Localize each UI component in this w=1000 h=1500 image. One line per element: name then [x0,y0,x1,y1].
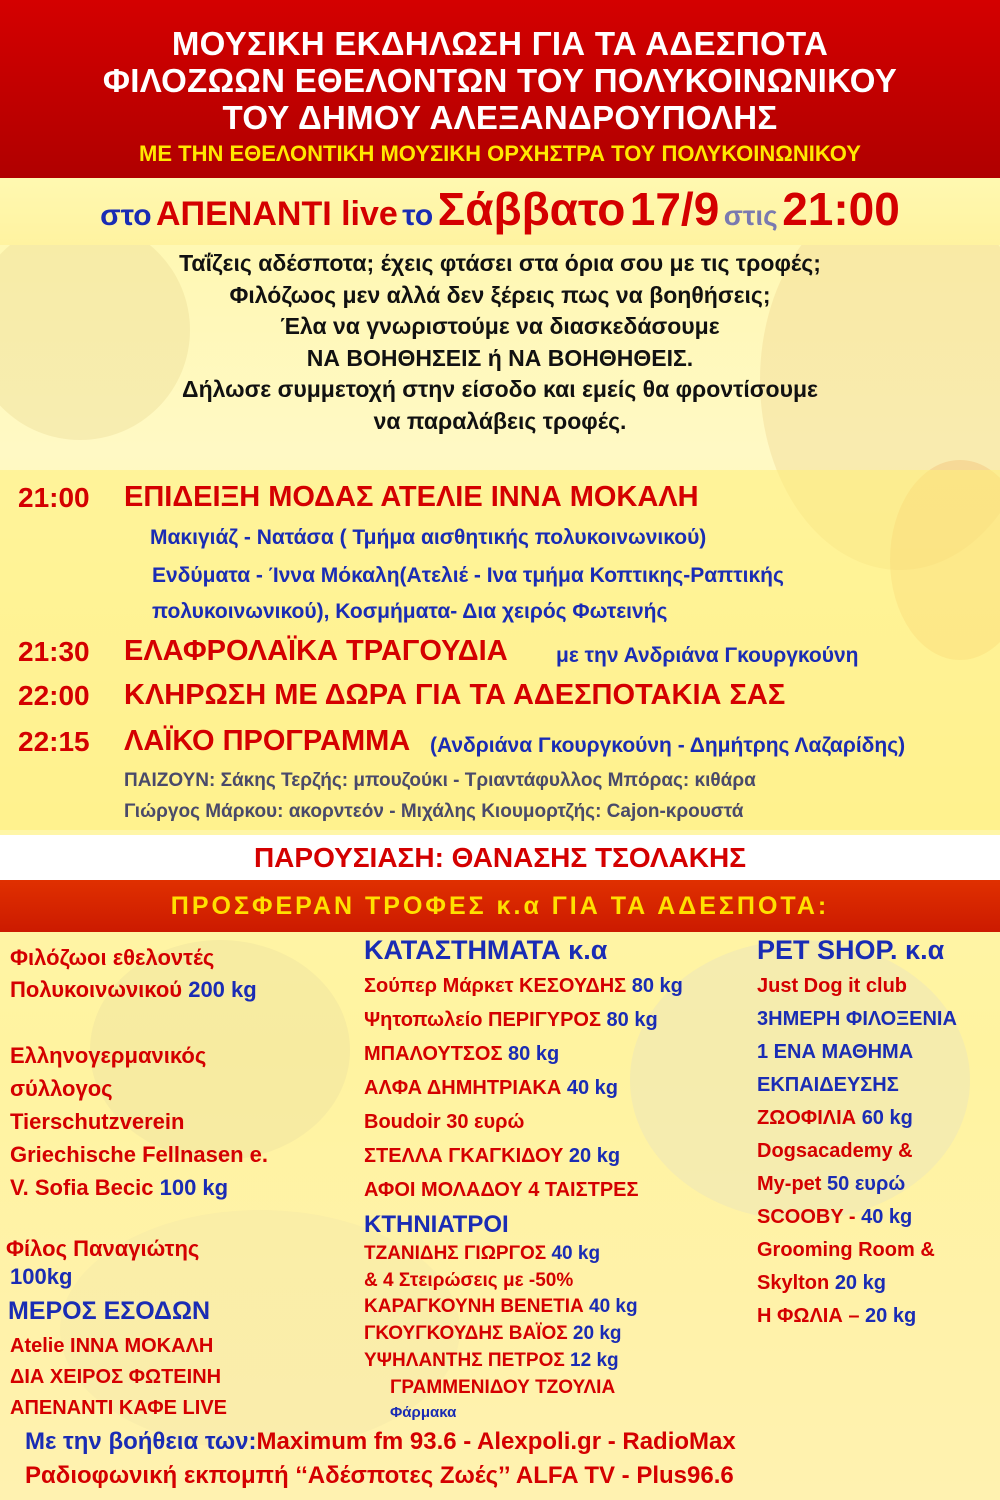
donor-name: Φιλόζωοι εθελοντές [10,945,215,970]
donor-name: Πολυκοινωνικού [10,977,183,1002]
donors-heading-band [0,880,1000,932]
donor-amount: 12 kg [570,1350,619,1371]
donor-line [364,1179,639,1202]
program-time-2: 21:30 [18,636,90,667]
donor-amount: 40 kg [566,1077,619,1099]
donor-line [757,1206,912,1229]
title-banner [0,0,1000,178]
donor-name: Boudoir 30 ευρώ [364,1111,525,1133]
program-detail: πολυκοινωνικού), Κοσμήματα- Δια χειρός Φωτεινής [152,600,668,623]
donor-amount: 200 kg [188,977,257,1002]
donor-name: Tierschutzverein [10,1109,185,1134]
donor-name: ΑΠΕΝΑΝΤΙ ΚΑΦΕ LIVE [10,1397,228,1419]
donor-name: ΣΤΕΛΛΑ ΓΚΑΓΚΙΔΟΥ [364,1145,564,1167]
intro-line: Φιλόζωος μεν αλλά δεν ξέρεις πως να βοηθήσεις; [229,281,771,308]
donor-amount: 20 kg [568,1145,621,1167]
donor-line [364,1323,622,1345]
program-title-1: ΕΠΙΔΕΙΞΗ ΜΟΔΑΣ ΑΤΕΛΙΕ ΙΝΝΑ ΜΟΚΑΛΗ [124,481,699,513]
donor-offer: 1 ΕΝΑ ΜΑΘΗΜΑ [757,1041,914,1063]
donor-name: Atelie ΙΝΝΑ ΜΟΚΑΛΗ [10,1335,214,1357]
donor-name: Just Dog it club [757,975,907,997]
footer-line-1 [25,1428,736,1456]
program-detail: Μακιγιάζ - Νατάσα ( Τμήμα αισθητικής πολυκοινωνικού) [150,526,707,549]
donor-name: Grooming Room & [757,1239,935,1261]
media-sponsors: Maximum fm 93.6 - Alexpoli.gr - RadioMax [256,1428,736,1455]
donor-name: Skylton [757,1272,830,1294]
donor-amount: 20 kg [572,1323,622,1344]
donor-line [364,1077,618,1100]
program-detail: με την Ανδριάνα Γκουργκούνη [556,644,859,667]
donor-amount: 40 kg [551,1243,601,1264]
program-title-3: ΚΛΗΡΩΣΗ ΜΕ ΔΩΡΑ ΓΙΑ ΤΑ ΑΔΕΣΠΟΤΑΚΙΑ ΣΑΣ [124,679,786,711]
event-date: 17/9 [629,183,720,235]
donor-name: ΤΖΑΝΙΔΗΣ ΓΙΩΡΓΟΣ [364,1243,547,1264]
program-time-3: 22:00 [18,680,90,711]
donor-amount: 40 kg [589,1296,638,1317]
donor-offer: Φάρμακα [390,1404,457,1421]
donor-name: ΖΩΟΦΙΛΙΑ [757,1107,857,1129]
event-day: Σάββατο [437,183,626,235]
revenue-share-heading: ΜΕΡΟΣ ΕΣΟΔΩΝ [8,1297,211,1325]
title-line-3: ΤΟΥ ΔΗΜΟΥ ΑΛΕΞΑΝΔΡΟΥΠΟΛΗΣ [222,99,778,136]
footer-line-2: Ραδιοφωνική εκπομπή ‘‘Αδέσποτες Ζωές’’ ALFA TV - Plus96.6 [25,1462,734,1489]
donor-amount: 100kg [10,1264,73,1289]
donor-name: My-pet [757,1173,822,1195]
donor-amount: 20 kg [865,1305,917,1327]
intro-line: ΝΑ ΒΟΗΘΗΣΕΙΣ ή ΝΑ ΒΟΗΘΗΘΕΙΣ. [306,344,694,371]
donor-name: Ψητοπωλείο ΠΕΡΙΓΥΡΟΣ [364,1009,601,1031]
vets-heading: ΚΤΗΝΙΑΤΡΟΙ [364,1211,509,1238]
program-section [0,470,1000,830]
shops-heading: ΚΑΤΑΣΤΗΜΑΤΑ κ.α [364,935,608,965]
donor-name: Dogsacademy & [757,1140,913,1162]
donor-name: Ελληνογερμανικός [10,1043,207,1068]
donor-line [10,1175,228,1201]
program-musicians: Γιώργος Μάρκου: ακορντεόν - Μιχάλης Κιουμορτζής: Cajon-κρουστά [124,801,744,822]
date-word-at: στο [100,199,152,232]
program-time-4: 22:15 [18,726,90,757]
intro-line: Δήλωσε συμμετοχή στην είσοδο και εμείς θα φροντίσουμε [182,376,818,402]
donor-line [364,1296,638,1318]
donors-right-column [755,935,1000,1425]
donors-middle-column [360,935,755,1425]
donor-name: ΥΨΗΛΑΝΤΗΣ ΠΕΤΡΟΣ [364,1350,565,1371]
donor-line [364,975,683,998]
donor-line [364,1145,620,1168]
donor-name: Η ΦΩΛΙΑ – [757,1305,860,1327]
program-title-2: ΕΛΑΦΡΟΛΑΪΚΑ ΤΡΑΓΟΥΔΙΑ [124,635,508,667]
donor-line [10,977,257,1003]
donor-amount: 100 kg [159,1175,229,1200]
donor-amount: 60 kg [861,1107,913,1129]
donor-name: V. Sofia Becic [10,1175,154,1200]
intro-text [0,248,1000,437]
venue-name: ΑΠΕΝΑΝΤΙ live [156,195,398,233]
donor-line [757,1173,905,1196]
donor-amount: 50 ευρώ [827,1173,906,1195]
donor-name: ΜΠΑΛΟΥΤΣΟΣ [364,1043,503,1065]
program-detail: Ενδύματα - Ίννα Μόκαλη(Ατελιέ - Ινα τμήμα Κοπτικης-Ραπτικής [152,564,784,587]
title-line-1: ΜΟΥΣΙΚΗ ΕΚΔΗΛΩΣΗ ΓΙΑ ΤΑ ΑΔΕΣΠΟΤΑ [171,25,829,62]
donor-line [757,1107,913,1130]
title-line-2: ΦΙΛΟΖΩΩΝ ΕΘΕΛΟΝΤΩΝ ΤΟΥ ΠΟΛΥΚΟΙΝΩΝΙΚΟΥ [102,62,898,99]
donors-heading: ΠΡΟΣΦΕΡΑΝ ΤΡΟΦΕΣ κ.α ΓΙΑ ΤΑ ΑΔΕΣΠΟΤΑ: [170,892,830,920]
program-musicians: ΠΑΙΖΟΥΝ: Σάκης Τερζής: μπουζούκι - Τριαντάφυλλος Μπόρας: κιθάρα [124,770,756,791]
program-detail: (Ανδριάνα Γκουργκούνη - Δημήτρης Λαζαρίδης) [430,734,906,757]
donor-amount: 4 ΤΑΙΣΤΡΕΣ [528,1179,639,1201]
donor-name: ΓΚΟΥΓΚΟΥΔΗΣ ΒΑΪΟΣ [364,1323,568,1344]
intro-line: Έλα να γνωριστούμε να διασκεδάσουμε [280,313,720,339]
donor-offer: & 4 Στειρώσεις με -50% [364,1270,574,1291]
donor-name: Griechische Fellnasen e. [10,1142,269,1167]
donor-name: σύλλογος [10,1076,113,1101]
donor-amount: 40 kg [861,1206,913,1228]
donor-offer: 3ΗΜΕΡΗ ΦΙΛΟΞΕΝΙΑ [757,1008,957,1030]
donor-name: ΚΑΡΑΓΚΟΥΝΗ ΒΕΝΕΤΙΑ [364,1296,584,1317]
donor-line [364,1350,619,1372]
donor-name: ΑΛΦΑ ΔΗΜΗΤΡΙΑΚΑ [364,1077,562,1099]
event-time: 21:00 [782,183,900,235]
petshop-heading: PET SHOP. κ.α [757,935,945,965]
donor-name: Σούπερ Μάρκετ ΚΕΣΟΥΔΗΣ [364,975,627,997]
date-word-at-time: στις [723,200,778,231]
donor-amount: 20 kg [834,1272,886,1294]
presenter-text: ΠΑΡΟΥΣΙΑΣΗ: ΘΑΝΑΣΗΣ ΤΣΟΛΑΚΗΣ [253,842,747,873]
donor-line [364,1009,658,1032]
donor-name: ΔΙΑ ΧΕΙΡΟΣ ΦΩΤΕΙΝΗ [10,1366,222,1388]
donor-name: SCOOBY - [757,1206,856,1228]
donor-line [757,1305,916,1328]
donor-line [364,1043,559,1066]
program-title-4: ΛΑΪΚΟ ΠΡΟΓΡΑΜΜΑ [124,725,411,757]
intro-line: Ταΐζεις αδέσποτα; έχεις φτάσει στα όρια σου με τις τροφές; [179,250,821,276]
event-date-line [0,180,1000,245]
donor-name: Φίλος Παναγιώτης [6,1236,200,1261]
date-word-the: το [402,199,434,232]
donor-name: ΑΦΟΙ ΜΟΛΑΔΟΥ [364,1179,523,1201]
donor-amount: 80 kg [508,1043,560,1065]
donor-amount: 80 kg [631,975,683,997]
donor-line [364,1243,600,1265]
footer-label: Με την βοήθεια των: [25,1428,257,1455]
donor-line [757,1272,886,1295]
orchestra-subtitle: ΜΕ ΤΗΝ ΕΘΕΛΟΝΤΙΚΗ ΜΟΥΣΙΚΗ ΟΡΧΗΣΤΡΑ ΤΟΥ ΠΟΛΥΚΟΙΝΩΝΙΚΟΥ [139,141,861,166]
donors-left-column [0,935,360,1425]
donor-offer: ΕΚΠΑΙΔΕΥΣΗΣ [757,1074,899,1096]
presenter-band [0,835,1000,880]
program-time-1: 21:00 [18,482,90,513]
donor-name: ΓΡΑΜΜΕΝΙΔΟΥ ΤΖΟΥΛΙΑ [390,1377,616,1398]
intro-line: να παραλάβεις τροφές. [373,407,627,434]
donor-amount: 80 kg [606,1009,658,1031]
